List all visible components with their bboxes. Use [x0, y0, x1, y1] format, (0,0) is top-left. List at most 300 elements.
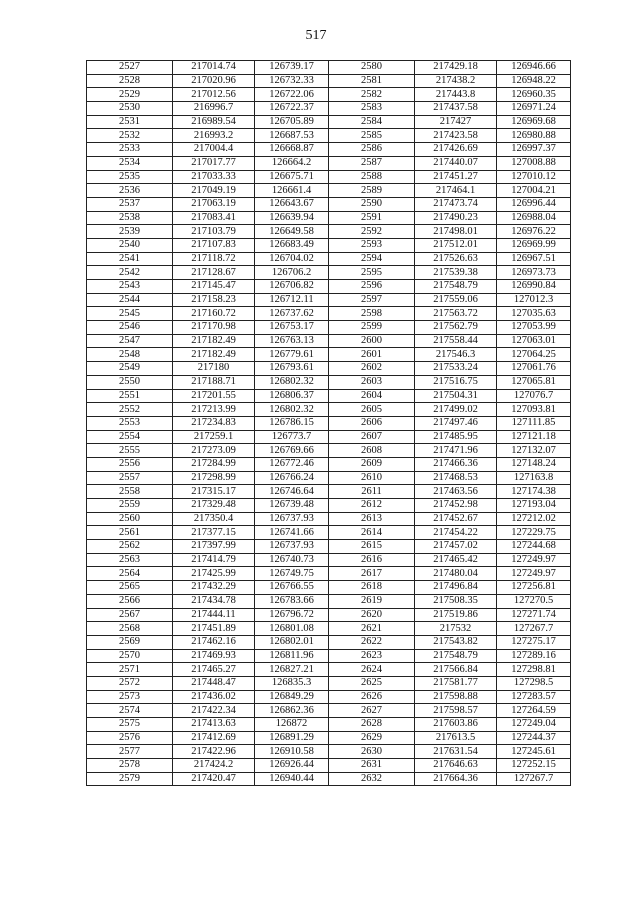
y-coordinate-cell: 126849.29 — [255, 690, 329, 704]
y-coordinate-cell: 127121.18 — [497, 430, 571, 444]
x-coordinate-cell: 217613.5 — [415, 731, 497, 745]
y-coordinate-cell: 127064.25 — [497, 348, 571, 362]
point-number-cell: 2628 — [329, 718, 415, 732]
point-number-cell: 2553 — [87, 416, 173, 430]
x-coordinate-cell: 217465.42 — [415, 553, 497, 567]
y-coordinate-cell: 126746.64 — [255, 485, 329, 499]
x-coordinate-cell: 217471.96 — [415, 444, 497, 458]
point-number-cell: 2535 — [87, 170, 173, 184]
point-number-cell: 2558 — [87, 485, 173, 499]
y-coordinate-cell: 126769.66 — [255, 444, 329, 458]
table-row — [87, 718, 571, 732]
table-row — [87, 307, 571, 321]
point-number-cell: 2593 — [329, 238, 415, 252]
y-coordinate-cell: 126872 — [255, 718, 329, 732]
x-coordinate-cell: 217213.99 — [173, 403, 255, 417]
point-number-cell: 2561 — [87, 526, 173, 540]
point-number-cell: 2595 — [329, 266, 415, 280]
point-number-cell: 2624 — [329, 663, 415, 677]
point-number-cell: 2605 — [329, 403, 415, 417]
point-number-cell: 2562 — [87, 540, 173, 554]
x-coordinate-cell: 217234.83 — [173, 416, 255, 430]
point-number-cell: 2564 — [87, 567, 173, 581]
y-coordinate-cell: 127093.81 — [497, 403, 571, 417]
x-coordinate-cell: 217425.99 — [173, 567, 255, 581]
x-coordinate-cell: 217434.78 — [173, 594, 255, 608]
y-coordinate-cell: 126811.96 — [255, 649, 329, 663]
table-row — [87, 211, 571, 225]
y-coordinate-cell: 126973.73 — [497, 266, 571, 280]
y-coordinate-cell: 127244.37 — [497, 731, 571, 745]
table-row — [87, 362, 571, 376]
y-coordinate-cell: 126971.24 — [497, 102, 571, 116]
point-number-cell: 2541 — [87, 252, 173, 266]
x-coordinate-cell: 217182.49 — [173, 348, 255, 362]
x-coordinate-cell: 217519.86 — [415, 608, 497, 622]
y-coordinate-cell: 126969.99 — [497, 238, 571, 252]
x-coordinate-cell: 217485.95 — [415, 430, 497, 444]
y-coordinate-cell: 126737.93 — [255, 540, 329, 554]
point-number-cell: 2583 — [329, 102, 415, 116]
point-number-cell: 2571 — [87, 663, 173, 677]
y-coordinate-cell: 126940.44 — [255, 772, 329, 786]
y-coordinate-cell: 127010.12 — [497, 170, 571, 184]
point-number-cell: 2531 — [87, 115, 173, 129]
x-coordinate-cell: 217423.58 — [415, 129, 497, 143]
table-row — [87, 608, 571, 622]
y-coordinate-cell: 126806.37 — [255, 389, 329, 403]
table-row — [87, 553, 571, 567]
x-coordinate-cell: 217259.1 — [173, 430, 255, 444]
point-number-cell: 2574 — [87, 704, 173, 718]
point-number-cell: 2591 — [329, 211, 415, 225]
point-number-cell: 2582 — [329, 88, 415, 102]
coordinates-table — [86, 60, 571, 786]
y-coordinate-cell: 126706.82 — [255, 280, 329, 294]
point-number-cell: 2584 — [329, 115, 415, 129]
y-coordinate-cell: 127249.97 — [497, 553, 571, 567]
x-coordinate-cell: 217004.4 — [173, 143, 255, 157]
y-coordinate-cell: 126926.44 — [255, 759, 329, 773]
point-number-cell: 2601 — [329, 348, 415, 362]
point-number-cell: 2551 — [87, 389, 173, 403]
x-coordinate-cell: 217473.74 — [415, 197, 497, 211]
x-coordinate-cell: 217107.83 — [173, 238, 255, 252]
table-row — [87, 225, 571, 239]
y-coordinate-cell: 126706.2 — [255, 266, 329, 280]
x-coordinate-cell: 217452.98 — [415, 499, 497, 513]
y-coordinate-cell: 126649.58 — [255, 225, 329, 239]
x-coordinate-cell: 217444.11 — [173, 608, 255, 622]
x-coordinate-cell: 217427 — [415, 115, 497, 129]
point-number-cell: 2609 — [329, 457, 415, 471]
x-coordinate-cell: 217170.98 — [173, 321, 255, 335]
point-number-cell: 2539 — [87, 225, 173, 239]
table-row — [87, 184, 571, 198]
point-number-cell: 2607 — [329, 430, 415, 444]
point-number-cell: 2563 — [87, 553, 173, 567]
table-row — [87, 663, 571, 677]
point-number-cell: 2620 — [329, 608, 415, 622]
x-coordinate-cell: 217182.49 — [173, 334, 255, 348]
y-coordinate-cell: 126976.22 — [497, 225, 571, 239]
y-coordinate-cell: 126802.01 — [255, 635, 329, 649]
y-coordinate-cell: 127289.16 — [497, 649, 571, 663]
y-coordinate-cell: 126675.71 — [255, 170, 329, 184]
table-row — [87, 334, 571, 348]
x-coordinate-cell: 217412.69 — [173, 731, 255, 745]
y-coordinate-cell: 127035.63 — [497, 307, 571, 321]
x-coordinate-cell: 217664.36 — [415, 772, 497, 786]
y-coordinate-cell: 126960.35 — [497, 88, 571, 102]
x-coordinate-cell: 217559.06 — [415, 293, 497, 307]
y-coordinate-cell: 126705.89 — [255, 115, 329, 129]
x-coordinate-cell: 217498.01 — [415, 225, 497, 239]
table-row — [87, 526, 571, 540]
y-coordinate-cell: 126827.21 — [255, 663, 329, 677]
point-number-cell: 2632 — [329, 772, 415, 786]
point-number-cell: 2604 — [329, 389, 415, 403]
point-number-cell: 2594 — [329, 252, 415, 266]
x-coordinate-cell: 217454.22 — [415, 526, 497, 540]
y-coordinate-cell: 126732.33 — [255, 74, 329, 88]
table-row — [87, 471, 571, 485]
point-number-cell: 2555 — [87, 444, 173, 458]
x-coordinate-cell: 216989.54 — [173, 115, 255, 129]
point-number-cell: 2580 — [329, 61, 415, 75]
y-coordinate-cell: 127053.99 — [497, 321, 571, 335]
x-coordinate-cell: 217512.01 — [415, 238, 497, 252]
point-number-cell: 2623 — [329, 649, 415, 663]
point-number-cell: 2590 — [329, 197, 415, 211]
point-number-cell: 2592 — [329, 225, 415, 239]
y-coordinate-cell: 126802.32 — [255, 403, 329, 417]
x-coordinate-cell: 217017.77 — [173, 156, 255, 170]
point-number-cell: 2533 — [87, 143, 173, 157]
x-coordinate-cell: 217426.69 — [415, 143, 497, 157]
y-coordinate-cell: 127132.07 — [497, 444, 571, 458]
table-row — [87, 581, 571, 595]
table-row — [87, 321, 571, 335]
y-coordinate-cell: 127193.04 — [497, 499, 571, 513]
y-coordinate-cell: 127212.02 — [497, 512, 571, 526]
y-coordinate-cell: 126722.06 — [255, 88, 329, 102]
point-number-cell: 2579 — [87, 772, 173, 786]
x-coordinate-cell: 217284.99 — [173, 457, 255, 471]
point-number-cell: 2575 — [87, 718, 173, 732]
x-coordinate-cell: 217469.93 — [173, 649, 255, 663]
y-coordinate-cell: 126766.55 — [255, 581, 329, 595]
y-coordinate-cell: 127244.68 — [497, 540, 571, 554]
point-number-cell: 2626 — [329, 690, 415, 704]
y-coordinate-cell: 126802.32 — [255, 375, 329, 389]
y-coordinate-cell: 126737.62 — [255, 307, 329, 321]
table-row — [87, 759, 571, 773]
table-row — [87, 375, 571, 389]
y-coordinate-cell: 127229.75 — [497, 526, 571, 540]
point-number-cell: 2588 — [329, 170, 415, 184]
x-coordinate-cell: 217563.72 — [415, 307, 497, 321]
point-number-cell: 2618 — [329, 581, 415, 595]
y-coordinate-cell: 126753.17 — [255, 321, 329, 335]
point-number-cell: 2568 — [87, 622, 173, 636]
y-coordinate-cell: 126766.24 — [255, 471, 329, 485]
point-number-cell: 2631 — [329, 759, 415, 773]
table-row — [87, 567, 571, 581]
point-number-cell: 2544 — [87, 293, 173, 307]
point-number-cell: 2534 — [87, 156, 173, 170]
point-number-cell: 2530 — [87, 102, 173, 116]
point-number-cell: 2527 — [87, 61, 173, 75]
point-number-cell: 2608 — [329, 444, 415, 458]
table-row — [87, 61, 571, 75]
y-coordinate-cell: 126639.94 — [255, 211, 329, 225]
point-number-cell: 2560 — [87, 512, 173, 526]
x-coordinate-cell: 217496.84 — [415, 581, 497, 595]
x-coordinate-cell: 217548.79 — [415, 649, 497, 663]
table-row — [87, 389, 571, 403]
y-coordinate-cell: 127270.5 — [497, 594, 571, 608]
y-coordinate-cell: 127271.74 — [497, 608, 571, 622]
table-row — [87, 88, 571, 102]
y-coordinate-cell: 126739.17 — [255, 61, 329, 75]
y-coordinate-cell: 126786.15 — [255, 416, 329, 430]
point-number-cell: 2547 — [87, 334, 173, 348]
x-coordinate-cell: 217562.79 — [415, 321, 497, 335]
point-number-cell: 2625 — [329, 676, 415, 690]
y-coordinate-cell: 126990.84 — [497, 280, 571, 294]
y-coordinate-cell: 126793.61 — [255, 362, 329, 376]
x-coordinate-cell: 217437.58 — [415, 102, 497, 116]
point-number-cell: 2538 — [87, 211, 173, 225]
point-number-cell: 2576 — [87, 731, 173, 745]
point-number-cell: 2610 — [329, 471, 415, 485]
y-coordinate-cell: 126801.08 — [255, 622, 329, 636]
point-number-cell: 2627 — [329, 704, 415, 718]
x-coordinate-cell: 217468.53 — [415, 471, 497, 485]
y-coordinate-cell: 127256.81 — [497, 581, 571, 595]
point-number-cell: 2619 — [329, 594, 415, 608]
x-coordinate-cell: 217452.67 — [415, 512, 497, 526]
x-coordinate-cell: 217422.96 — [173, 745, 255, 759]
x-coordinate-cell: 217429.18 — [415, 61, 497, 75]
x-coordinate-cell: 217499.02 — [415, 403, 497, 417]
y-coordinate-cell: 126946.66 — [497, 61, 571, 75]
x-coordinate-cell: 217462.16 — [173, 635, 255, 649]
x-coordinate-cell: 217490.23 — [415, 211, 497, 225]
point-number-cell: 2600 — [329, 334, 415, 348]
table-row — [87, 252, 571, 266]
point-number-cell: 2537 — [87, 197, 173, 211]
x-coordinate-cell: 217420.47 — [173, 772, 255, 786]
x-coordinate-cell: 216996.7 — [173, 102, 255, 116]
point-number-cell: 2528 — [87, 74, 173, 88]
x-coordinate-cell: 217581.77 — [415, 676, 497, 690]
y-coordinate-cell: 126722.37 — [255, 102, 329, 116]
x-coordinate-cell: 217440.07 — [415, 156, 497, 170]
x-coordinate-cell: 217451.89 — [173, 622, 255, 636]
point-number-cell: 2586 — [329, 143, 415, 157]
point-number-cell: 2552 — [87, 403, 173, 417]
y-coordinate-cell: 127111.85 — [497, 416, 571, 430]
point-number-cell: 2572 — [87, 676, 173, 690]
y-coordinate-cell: 126687.53 — [255, 129, 329, 143]
y-coordinate-cell: 126664.2 — [255, 156, 329, 170]
point-number-cell: 2577 — [87, 745, 173, 759]
x-coordinate-cell: 217463.56 — [415, 485, 497, 499]
x-coordinate-cell: 217414.79 — [173, 553, 255, 567]
x-coordinate-cell: 217273.09 — [173, 444, 255, 458]
y-coordinate-cell: 126741.66 — [255, 526, 329, 540]
y-coordinate-cell: 127264.59 — [497, 704, 571, 718]
y-coordinate-cell: 126948.22 — [497, 74, 571, 88]
y-coordinate-cell: 127065.81 — [497, 375, 571, 389]
point-number-cell: 2565 — [87, 581, 173, 595]
table-row — [87, 156, 571, 170]
y-coordinate-cell: 126997.37 — [497, 143, 571, 157]
y-coordinate-cell: 127249.97 — [497, 567, 571, 581]
point-number-cell: 2529 — [87, 88, 173, 102]
y-coordinate-cell: 127298.81 — [497, 663, 571, 677]
x-coordinate-cell: 217020.96 — [173, 74, 255, 88]
y-coordinate-cell: 126862.36 — [255, 704, 329, 718]
x-coordinate-cell: 217532 — [415, 622, 497, 636]
table-row — [87, 266, 571, 280]
y-coordinate-cell: 127245.61 — [497, 745, 571, 759]
y-coordinate-cell: 127283.57 — [497, 690, 571, 704]
table-row — [87, 594, 571, 608]
point-number-cell: 2559 — [87, 499, 173, 513]
point-number-cell: 2550 — [87, 375, 173, 389]
y-coordinate-cell: 126643.67 — [255, 197, 329, 211]
y-coordinate-cell: 127012.3 — [497, 293, 571, 307]
y-coordinate-cell: 126783.66 — [255, 594, 329, 608]
x-coordinate-cell: 217451.27 — [415, 170, 497, 184]
table-row — [87, 457, 571, 471]
x-coordinate-cell: 217516.75 — [415, 375, 497, 389]
page-number: 517 — [305, 28, 327, 43]
table-row — [87, 649, 571, 663]
x-coordinate-cell: 217465.27 — [173, 663, 255, 677]
y-coordinate-cell: 126796.72 — [255, 608, 329, 622]
x-coordinate-cell: 217464.1 — [415, 184, 497, 198]
y-coordinate-cell: 126661.4 — [255, 184, 329, 198]
point-number-cell: 2556 — [87, 457, 173, 471]
x-coordinate-cell: 216993.2 — [173, 129, 255, 143]
x-coordinate-cell: 217598.57 — [415, 704, 497, 718]
x-coordinate-cell: 217158.23 — [173, 293, 255, 307]
x-coordinate-cell: 217397.99 — [173, 540, 255, 554]
x-coordinate-cell: 217436.02 — [173, 690, 255, 704]
table-row — [87, 74, 571, 88]
point-number-cell: 2557 — [87, 471, 173, 485]
x-coordinate-cell: 217631.54 — [415, 745, 497, 759]
x-coordinate-cell: 217438.2 — [415, 74, 497, 88]
point-number-cell: 2617 — [329, 567, 415, 581]
point-number-cell: 2536 — [87, 184, 173, 198]
table-row — [87, 293, 571, 307]
y-coordinate-cell: 126773.7 — [255, 430, 329, 444]
y-coordinate-cell: 126910.58 — [255, 745, 329, 759]
table-row — [87, 416, 571, 430]
x-coordinate-cell: 217443.8 — [415, 88, 497, 102]
x-coordinate-cell: 217448.47 — [173, 676, 255, 690]
point-number-cell: 2543 — [87, 280, 173, 294]
point-number-cell: 2570 — [87, 649, 173, 663]
x-coordinate-cell: 217201.55 — [173, 389, 255, 403]
point-number-cell: 2616 — [329, 553, 415, 567]
y-coordinate-cell: 127148.24 — [497, 457, 571, 471]
y-coordinate-cell: 126967.51 — [497, 252, 571, 266]
y-coordinate-cell: 127004.21 — [497, 184, 571, 198]
x-coordinate-cell: 217508.35 — [415, 594, 497, 608]
point-number-cell: 2587 — [329, 156, 415, 170]
coordinates-table-body — [87, 61, 571, 786]
x-coordinate-cell: 217049.19 — [173, 184, 255, 198]
y-coordinate-cell: 126772.46 — [255, 457, 329, 471]
y-coordinate-cell: 126779.61 — [255, 348, 329, 362]
table-row — [87, 704, 571, 718]
y-coordinate-cell: 126980.88 — [497, 129, 571, 143]
y-coordinate-cell: 126683.49 — [255, 238, 329, 252]
point-number-cell: 2611 — [329, 485, 415, 499]
x-coordinate-cell: 217118.72 — [173, 252, 255, 266]
y-coordinate-cell: 126740.73 — [255, 553, 329, 567]
y-coordinate-cell: 127252.15 — [497, 759, 571, 773]
y-coordinate-cell: 127249.04 — [497, 718, 571, 732]
point-number-cell: 2545 — [87, 307, 173, 321]
y-coordinate-cell: 126739.48 — [255, 499, 329, 513]
point-number-cell: 2606 — [329, 416, 415, 430]
table-row — [87, 170, 571, 184]
x-coordinate-cell: 217526.63 — [415, 252, 497, 266]
point-number-cell: 2548 — [87, 348, 173, 362]
point-number-cell: 2613 — [329, 512, 415, 526]
x-coordinate-cell: 217457.02 — [415, 540, 497, 554]
x-coordinate-cell: 217350.4 — [173, 512, 255, 526]
y-coordinate-cell: 126737.93 — [255, 512, 329, 526]
point-number-cell: 2549 — [87, 362, 173, 376]
x-coordinate-cell: 217145.47 — [173, 280, 255, 294]
y-coordinate-cell: 126712.11 — [255, 293, 329, 307]
point-number-cell: 2630 — [329, 745, 415, 759]
x-coordinate-cell: 217432.29 — [173, 581, 255, 595]
table-row — [87, 772, 571, 786]
table-row — [87, 197, 571, 211]
table-row — [87, 102, 571, 116]
x-coordinate-cell: 217466.36 — [415, 457, 497, 471]
y-coordinate-cell: 126835.3 — [255, 676, 329, 690]
table-row — [87, 143, 571, 157]
point-number-cell: 2599 — [329, 321, 415, 335]
y-coordinate-cell: 127298.5 — [497, 676, 571, 690]
point-number-cell: 2546 — [87, 321, 173, 335]
x-coordinate-cell: 217533.24 — [415, 362, 497, 376]
point-number-cell: 2542 — [87, 266, 173, 280]
table-row — [87, 348, 571, 362]
y-coordinate-cell: 127174.38 — [497, 485, 571, 499]
y-coordinate-cell: 126891.29 — [255, 731, 329, 745]
x-coordinate-cell: 217083.41 — [173, 211, 255, 225]
x-coordinate-cell: 217504.31 — [415, 389, 497, 403]
table-row — [87, 115, 571, 129]
point-number-cell: 2567 — [87, 608, 173, 622]
x-coordinate-cell: 217566.84 — [415, 663, 497, 677]
y-coordinate-cell: 127275.17 — [497, 635, 571, 649]
x-coordinate-cell: 217424.2 — [173, 759, 255, 773]
point-number-cell: 2596 — [329, 280, 415, 294]
point-number-cell: 2532 — [87, 129, 173, 143]
